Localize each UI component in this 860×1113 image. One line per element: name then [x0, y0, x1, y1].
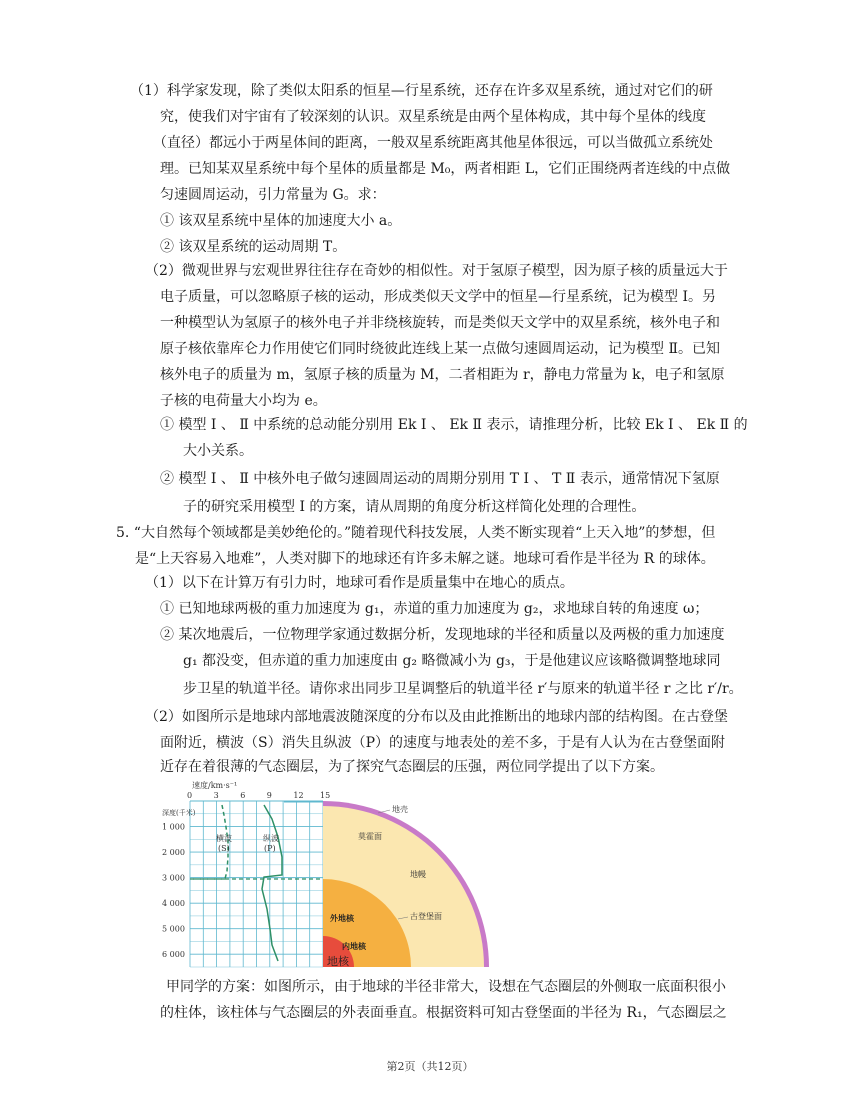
speed-tick-label: 0 [187, 791, 193, 800]
q5-p1-sub2-cont2: 步卫星的轨道半径。请你求出同步卫星调整后的轨道半径 r′与原来的轨道半径 r 之比 r′/r。 [183, 681, 743, 697]
speed-tick-label: 6 [240, 791, 246, 800]
q5-p1-sub2: ② 某次地震后，一位物理学家通过数据分析，发现地球的半径和质量以及两极的重力加速度 [160, 627, 725, 643]
inner-core-label: 内地核 [342, 941, 366, 951]
chart-grid [190, 801, 323, 967]
page-footer: 第2页（共12页） [386, 1060, 474, 1073]
q4-p1-line3: （直径）都远小于两星体间的距离，一般双星系统距离其他星体很远，可以当做孤立系统处 [153, 135, 713, 151]
moho-label: 莫霍面 [358, 832, 382, 841]
q5-part2-line2: 面附近，横波（S）消失且纵波（P）的速度与地表处的差不多，于是有人认为在古登堡面附 [160, 735, 726, 751]
q5-line2: 是“上天容易入地难”，人类对脚下的地球还有许多未解之谜。地球可看作是半径为 R 的球体。 [135, 551, 715, 567]
after-fig-line2: 的柱体，该柱体与气态圈层的外表面垂直。根据资料可知古登堡面的半径为 R₁，气态圈层之 [160, 1005, 727, 1021]
q4-p2-line4: 原子核依靠库仑力作用使它们同时绕彼此连线上某一点做匀速圆周运动，记为模型 Ⅱ。已知 [160, 341, 720, 357]
q4-p1-line4: 理。已知某双星系统中每个星体的质量都是 M₀，两者相距 L，它们正围绕两者连线的中点做 [160, 161, 731, 177]
q4-p2-line2: 电子质量，可以忽略原子核的运动，形成类似天文学中的恒星—行星系统，记为模型 Ⅰ。另 [160, 289, 716, 305]
depth-tick-labels [162, 823, 185, 960]
q4-p1-line1: （1）科学家发现，除了类似太阳系的恒星—行星系统，还存在许多双星系统，通过对它们的研 [130, 83, 713, 99]
speed-tick-labels [187, 791, 330, 800]
p-wave-label-symbol: (P) [264, 844, 276, 853]
q4-p2-line3: 一种模型认为氢原子的核外电子并非绕核旋转，而是类似天文学中的双星系统，核外电子和 [160, 315, 720, 331]
q4-p2-line1: （2）微观世界与宏观世界往往存在奇妙的相似性。对于氢原子模型，因为原子核的质量远大于 [145, 263, 728, 279]
depth-tick-label: 5 000 [162, 924, 185, 934]
q5-part1: （1）以下在计算万有引力时，地球可看作是质量集中在地心的质点。 [145, 575, 574, 591]
depth-tick-label: 1 000 [162, 822, 185, 832]
mantle-label: 地幔 [410, 870, 426, 879]
outer-core-label: 外地核 [330, 913, 354, 923]
q4-p2-line5: 核外电子的质量为 m，氢原子核的质量为 M，二者相距为 r，静电力常量为 k，电子和氢原 [160, 367, 725, 383]
gutenberg-label: 古登堡面 [410, 912, 442, 921]
core-label: 地核 [327, 955, 349, 968]
p-wave-curve [262, 805, 282, 961]
depth-tick-label: 4 000 [162, 899, 185, 909]
depth-tick-label: 3 000 [162, 873, 185, 883]
crust-label: 地壳 [392, 805, 408, 814]
q4-p2-sub1: ① 模型 Ⅰ 、 Ⅱ 中系统的总动能分别用 Ek Ⅰ 、 Ek Ⅱ 表示，请推理分析，比较 Ek Ⅰ 、 Ek Ⅱ 的 [160, 417, 748, 433]
q4-p1-line5: 匀速圆周运动，引力常量为 G。求： [160, 187, 386, 203]
q5-part2-line3: 近存在着很薄的气态圈层，为了探究气态圈层的压强，两位同学提出了以下方案。 [160, 759, 664, 775]
speed-tick-label: 9 [266, 791, 272, 800]
q4-p1-line2: 究，使我们对宇宙有了较深刻的认识。双星系统是由两个星体构成，其中每个星体的线度 [160, 109, 706, 125]
q4-p2-sub1-cont: 大小关系。 [183, 443, 253, 459]
p-wave-label: 纵波 [263, 834, 279, 843]
depth-axis-label: 深度(千米) [162, 809, 196, 817]
q4-p2-sub2-cont: 子的研究采用模型 Ⅰ 的方案，请从周期的角度分析这样简化处理的合理性。 [183, 499, 646, 515]
earth-structure-figure [160, 779, 490, 971]
q5-p1-sub1: ① 已知地球两极的重力加速度为 g₁，赤道的重力加速度为 g₂，求地球自转的角速度 ω； [160, 601, 709, 617]
speed-tick-label: 15 [320, 791, 331, 800]
q5-p1-sub2-cont1: g₁ 都没变，但赤道的重力加速度由 g₂ 略微减小为 g₃，于是他建议应该略微调整地球同 [183, 653, 721, 669]
after-fig-line1: 甲同学的方案：如图所示，由于地球的半径非常大，设想在气态圈层的外侧取一底面积很小 [166, 979, 726, 995]
speed-tick-label: 3 [213, 791, 219, 800]
depth-tick-label: 6 000 [162, 950, 185, 960]
depth-tick-label: 2 000 [162, 848, 185, 858]
speed-tick-label: 12 [293, 791, 304, 800]
q4-p2-line6: 子核的电荷量大小均为 e。 [160, 393, 327, 409]
speed-axis-label: 速度/km·s⁻¹ [192, 781, 238, 790]
q5-line1: 5. “大自然每个领域都是美妙绝伦的。”随着现代科技发展，人类不断实现着“上天入地”的梦想，但 [116, 525, 716, 541]
q5-part2-line1: （2）如图所示是地球内部地震波随深度的分布以及由此推断出的地球内部的结构图。在古登堡 [145, 709, 728, 725]
s-wave-label-symbol: (S) [218, 844, 230, 853]
q4-p1-sub2: ② 该双星系统的运动周期 T。 [160, 239, 347, 255]
s-wave-label: 横波 [216, 834, 232, 843]
q4-p1-sub1: ① 该双星系统中星体的加速度大小 a。 [160, 213, 402, 229]
q4-p2-sub2: ② 模型 Ⅰ 、 Ⅱ 中核外电子做匀速圆周运动的周期分别用 T Ⅰ 、 T Ⅱ 表示，通常情况下氢原 [160, 471, 720, 487]
